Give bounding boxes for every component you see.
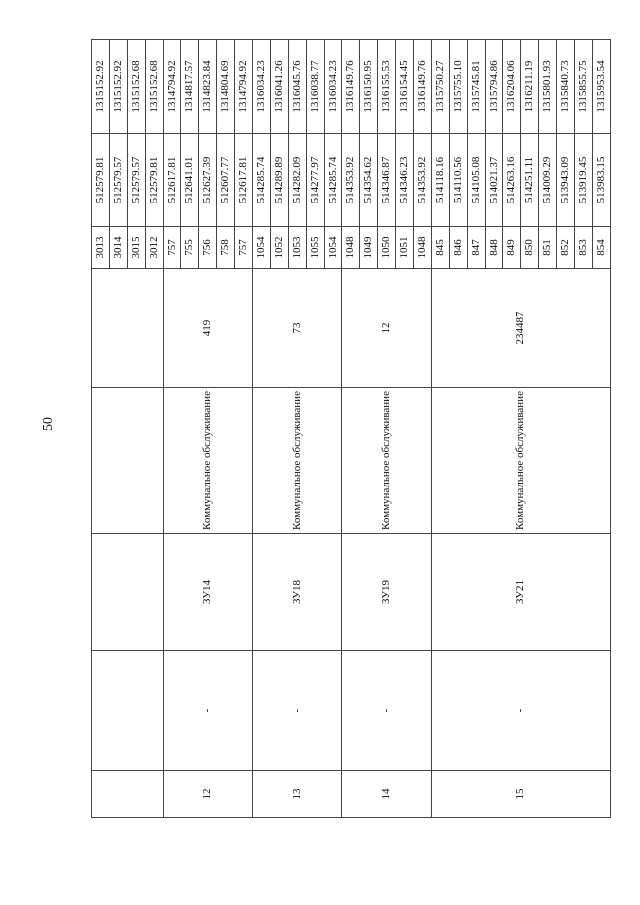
table-row [342, 40, 360, 818]
point-number-cell: 848 [485, 227, 503, 269]
row-number-cell: 13 [253, 771, 342, 818]
coord-y-cell: 1315801.93 [539, 40, 557, 134]
coord-x-cell: 514346.87 [378, 134, 396, 227]
coord-y-cell: 1316155.53 [378, 40, 396, 134]
coord-y-cell: 1316211.19 [521, 40, 539, 134]
coord-y-cell: 1315152.68 [127, 40, 145, 134]
coord-x-cell: 514118.16 [431, 134, 449, 227]
coord-x-cell: 512617.81 [163, 134, 181, 227]
point-number-cell: 1048 [414, 227, 432, 269]
point-number-cell: 1049 [360, 227, 378, 269]
coord-y-cell: 1315855.75 [575, 40, 593, 134]
coord-x-cell: 513943.09 [557, 134, 575, 227]
coord-x-cell: 514285.74 [324, 134, 342, 227]
point-number-cell: 849 [503, 227, 521, 269]
coord-y-cell: 1316150.95 [360, 40, 378, 134]
point-number-cell: 3012 [145, 227, 163, 269]
coord-x-cell: 514346.23 [396, 134, 414, 227]
plot-id-cell: ЗУ14 [163, 534, 252, 651]
dash-cell: - [342, 651, 431, 771]
coord-y-cell: 1316149.76 [414, 40, 432, 134]
coord-x-cell: 514354.62 [360, 134, 378, 227]
point-number-cell: 1050 [378, 227, 396, 269]
coord-x-cell: 514009.29 [539, 134, 557, 227]
coord-y-cell: 1314804.69 [217, 40, 235, 134]
point-number-cell: 847 [467, 227, 485, 269]
point-number-cell: 1048 [342, 227, 360, 269]
coord-x-cell: 512579.81 [92, 134, 110, 227]
empty-use-cell [92, 388, 164, 534]
coord-y-cell: 1316041.26 [270, 40, 288, 134]
coord-y-cell: 1314817.57 [181, 40, 199, 134]
point-number-cell: 757 [163, 227, 181, 269]
coord-y-cell: 1315750.27 [431, 40, 449, 134]
point-number-cell: 756 [199, 227, 217, 269]
point-number-cell: 1055 [306, 227, 324, 269]
coord-x-cell: 514021.37 [485, 134, 503, 227]
coord-y-cell: 1315152.92 [109, 40, 127, 134]
coord-y-cell: 1316038.77 [306, 40, 324, 134]
point-number-cell: 853 [575, 227, 593, 269]
coord-y-cell: 1314823.84 [199, 40, 217, 134]
coord-x-cell: 514251.11 [521, 134, 539, 227]
land-use-cell: Коммунальное обслуживание [431, 388, 610, 534]
coordinates-table-body [92, 40, 611, 818]
page-number: 50 [41, 417, 56, 431]
point-number-cell: 1053 [288, 227, 306, 269]
point-number-cell: 845 [431, 227, 449, 269]
dash-cell: - [163, 651, 252, 771]
coord-x-cell: 514353.92 [414, 134, 432, 227]
row-number-cell: 15 [431, 771, 610, 818]
point-number-cell: 757 [235, 227, 253, 269]
point-number-cell: 758 [217, 227, 235, 269]
plot-id-cell: ЗУ21 [431, 534, 610, 651]
empty-dash-cell [92, 651, 164, 771]
coord-y-cell: 1315152.92 [92, 40, 110, 134]
point-number-cell: 1054 [324, 227, 342, 269]
coord-x-cell: 514282.09 [288, 134, 306, 227]
coord-y-cell: 1316204.06 [503, 40, 521, 134]
coord-x-cell: 514105.08 [467, 134, 485, 227]
table-row [163, 40, 181, 818]
dash-cell: - [253, 651, 342, 771]
coord-x-cell: 512579.81 [145, 134, 163, 227]
coordinates-table-frame [91, 40, 611, 818]
point-number-cell: 852 [557, 227, 575, 269]
coord-x-cell: 513983.15 [592, 134, 610, 227]
coord-y-cell: 1315794.86 [485, 40, 503, 134]
point-number-cell: 1052 [270, 227, 288, 269]
coord-x-cell: 514353.92 [342, 134, 360, 227]
coord-y-cell: 1315152.68 [145, 40, 163, 134]
coordinates-table [91, 39, 611, 818]
area-cell: 12 [342, 269, 431, 388]
area-cell: 419 [163, 269, 252, 388]
land-use-cell: Коммунальное обслуживание [342, 388, 431, 534]
coord-x-cell: 512627.39 [199, 134, 217, 227]
coord-y-cell: 1316149.76 [342, 40, 360, 134]
plot-id-cell: ЗУ19 [342, 534, 431, 651]
coord-y-cell: 1316154.45 [396, 40, 414, 134]
coord-x-cell: 512579.57 [127, 134, 145, 227]
point-number-cell: 3013 [92, 227, 110, 269]
coord-x-cell: 514289.89 [270, 134, 288, 227]
table-row [92, 40, 110, 818]
coord-y-cell: 1316034.23 [253, 40, 271, 134]
coord-x-cell: 514263.16 [503, 134, 521, 227]
table-row [431, 40, 449, 818]
coord-y-cell: 1316045.76 [288, 40, 306, 134]
point-number-cell: 1051 [396, 227, 414, 269]
coord-y-cell: 1315840.73 [557, 40, 575, 134]
coord-x-cell: 514277.97 [306, 134, 324, 227]
point-number-cell: 846 [449, 227, 467, 269]
land-use-cell: Коммунальное обслуживание [163, 388, 252, 534]
dash-cell: - [431, 651, 610, 771]
point-number-cell: 3014 [109, 227, 127, 269]
point-number-cell: 3015 [127, 227, 145, 269]
point-number-cell: 851 [539, 227, 557, 269]
row-number-cell: 14 [342, 771, 431, 818]
coord-x-cell: 512641.01 [181, 134, 199, 227]
coord-y-cell: 1315755.10 [449, 40, 467, 134]
point-number-cell: 755 [181, 227, 199, 269]
coord-x-cell: 513919.45 [575, 134, 593, 227]
area-cell: 73 [253, 269, 342, 388]
empty-number-cell [92, 771, 164, 818]
plot-id-cell: ЗУ18 [253, 534, 342, 651]
coord-x-cell: 512579.57 [109, 134, 127, 227]
coord-x-cell: 514285.74 [253, 134, 271, 227]
point-number-cell: 1054 [253, 227, 271, 269]
row-number-cell: 12 [163, 771, 252, 818]
empty-plot-cell [92, 534, 164, 651]
coord-x-cell: 514110.56 [449, 134, 467, 227]
coord-x-cell: 512617.81 [235, 134, 253, 227]
point-number-cell: 854 [592, 227, 610, 269]
area-cell: 234487 [431, 269, 610, 388]
coord-y-cell: 1315953.54 [592, 40, 610, 134]
coord-y-cell: 1315745.81 [467, 40, 485, 134]
table-row [253, 40, 271, 818]
land-use-cell: Коммунальное обслуживание [253, 388, 342, 534]
coord-y-cell: 1316034.23 [324, 40, 342, 134]
coord-y-cell: 1314794.92 [235, 40, 253, 134]
empty-area-cell [92, 269, 164, 388]
coord-x-cell: 512607.77 [217, 134, 235, 227]
coord-y-cell: 1314794.92 [163, 40, 181, 134]
point-number-cell: 850 [521, 227, 539, 269]
